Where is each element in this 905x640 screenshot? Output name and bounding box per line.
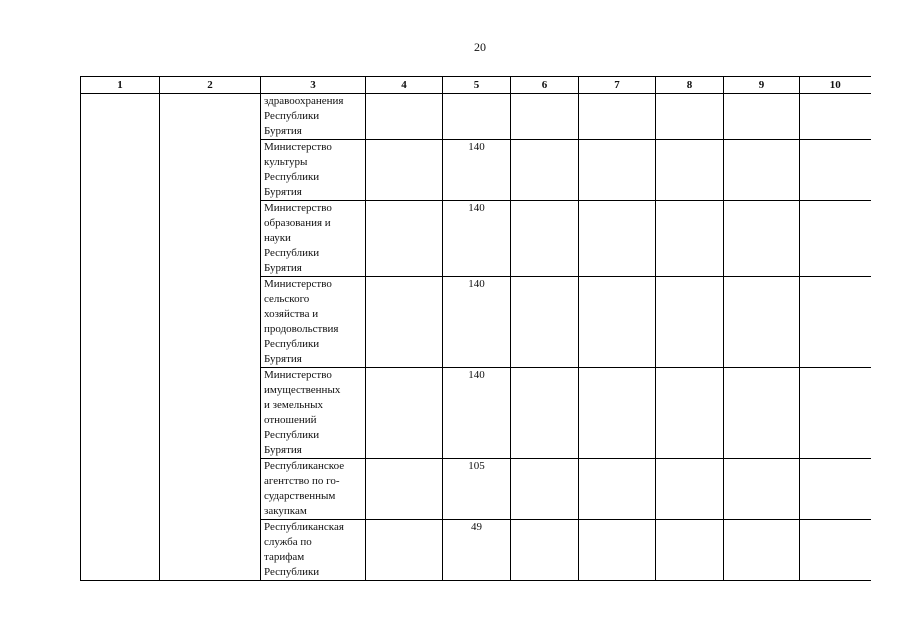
- table-cell: [579, 277, 656, 368]
- table-cell: [656, 520, 724, 581]
- table-cell: [800, 277, 871, 368]
- table-cell: [511, 140, 579, 201]
- cell-value: 140: [443, 277, 511, 368]
- cell-organization: Республиканская служба по тарифам Республики: [261, 520, 366, 581]
- column-header: 3: [261, 77, 366, 94]
- table-cell: [579, 94, 656, 140]
- data-table: [80, 76, 871, 581]
- table-cell: [800, 459, 871, 520]
- column-header: 2: [160, 77, 261, 94]
- table-cell: [579, 459, 656, 520]
- column-header: 8: [656, 77, 724, 94]
- table-cell: [579, 368, 656, 459]
- table-cell: [800, 94, 871, 140]
- page-number: 20: [474, 40, 486, 54]
- cell-organization: Республиканское агентство по го- сударственным закупкам: [261, 459, 366, 520]
- table-cell: [579, 140, 656, 201]
- table-cell: [656, 201, 724, 277]
- table-cell: [511, 201, 579, 277]
- table-cell: [511, 277, 579, 368]
- table-cell: [656, 368, 724, 459]
- table-cell: [366, 277, 443, 368]
- cell-organization: Министерство образования и науки Республики Бурятия: [261, 201, 366, 277]
- cell-organization: здравоохранения Республики Бурятия: [261, 94, 366, 140]
- cell-organization: Министерство имущественных и земельных отношений Республики Бурятия: [261, 368, 366, 459]
- cell-value: 140: [443, 140, 511, 201]
- table-cell: [724, 368, 800, 459]
- table-cell: [800, 520, 871, 581]
- table-cell: [511, 94, 579, 140]
- table-cell: [511, 520, 579, 581]
- table-cell: [511, 459, 579, 520]
- table-cell: [366, 94, 443, 140]
- column-header: 7: [579, 77, 656, 94]
- column-header: 5: [443, 77, 511, 94]
- cell-value: 49: [443, 520, 511, 581]
- table-cell: [724, 459, 800, 520]
- table-cell: [579, 201, 656, 277]
- table-cell: [724, 94, 800, 140]
- table-cell: [724, 140, 800, 201]
- table-cell: [366, 368, 443, 459]
- column-header: 9: [724, 77, 800, 94]
- column-header: 4: [366, 77, 443, 94]
- table-cell: [800, 140, 871, 201]
- column-header: 1: [81, 77, 160, 94]
- table-cell: [366, 459, 443, 520]
- cell-value: 140: [443, 368, 511, 459]
- table-cell: [656, 459, 724, 520]
- cell-col2-merged: [160, 94, 261, 581]
- table-cell: [656, 94, 724, 140]
- table-cell: [511, 368, 579, 459]
- table-cell: [724, 201, 800, 277]
- table-row: [81, 94, 871, 140]
- cell-organization: Министерство культуры Республики Бурятия: [261, 140, 366, 201]
- table-cell: [724, 520, 800, 581]
- table-cell: [800, 368, 871, 459]
- table-cell: [656, 277, 724, 368]
- table-cell: [366, 520, 443, 581]
- cell-col1-merged: [81, 94, 160, 581]
- cell-organization: Министерство сельского хозяйства и продовольствия Республики Бурятия: [261, 277, 366, 368]
- table-cell: [800, 201, 871, 277]
- table-cell: [366, 201, 443, 277]
- table-cell: [366, 140, 443, 201]
- cell-value: 105: [443, 459, 511, 520]
- cell-value: 140: [443, 201, 511, 277]
- table-cell: [656, 140, 724, 201]
- column-header: 6: [511, 77, 579, 94]
- cell-value: [443, 94, 511, 140]
- table-cell: [724, 277, 800, 368]
- header-row: [81, 77, 871, 94]
- column-header: 10: [800, 77, 871, 94]
- table-cell: [579, 520, 656, 581]
